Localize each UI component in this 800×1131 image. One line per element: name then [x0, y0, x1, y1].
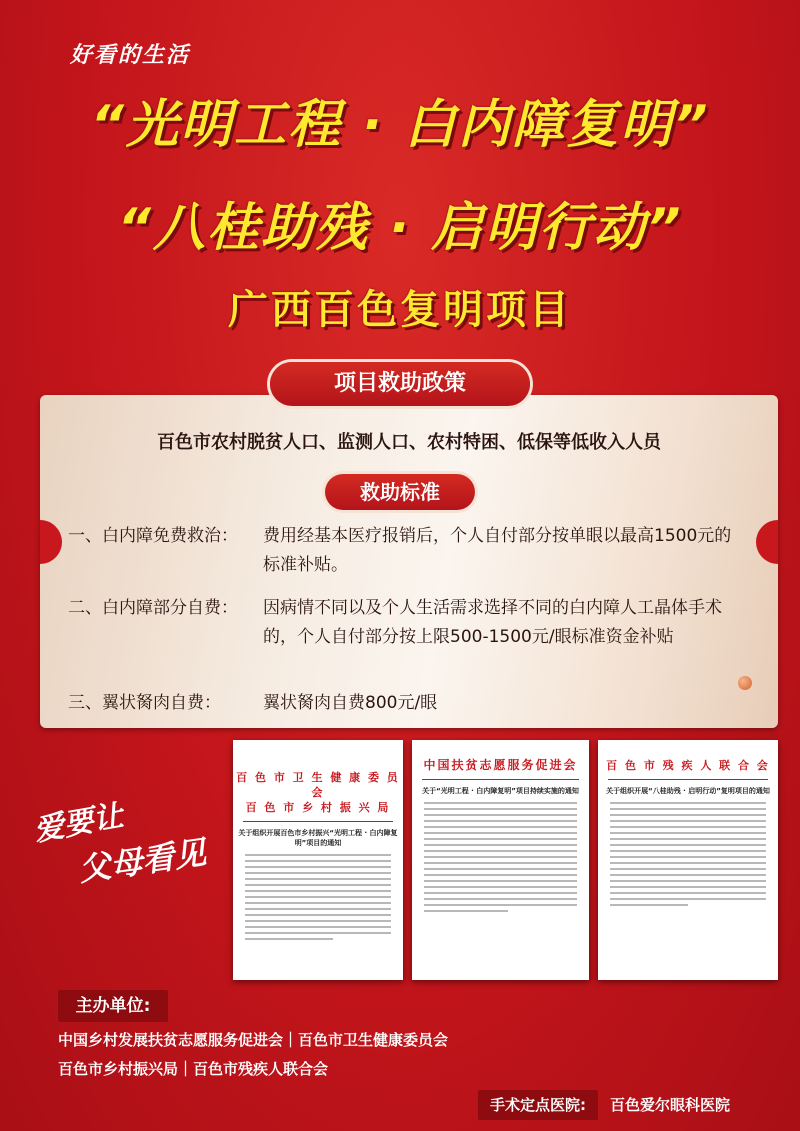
notice-document-3 [598, 740, 778, 980]
eligibility-scope: 百色市农村脱贫人口、监测人口、农村特困、低保等低收入人员 [157, 432, 661, 453]
doc-title: 关于组织开展“八桂助残 · 启明行动”复明项目的通知 [606, 787, 770, 795]
title-line-1: “光明工程 · 白内障复明” [90, 95, 710, 155]
standard-item-label: 三、翼状胬肉自费： [68, 693, 221, 713]
doc-divider [608, 779, 768, 780]
title-line-2: “八桂助残 · 启明行动” [117, 198, 683, 258]
standard-item-text: 因病情不同以及个人生活需求选择不同的白内障人工晶体手术的，个人自付部分按上限500-1500元/眼标准资金补贴 [263, 598, 722, 647]
standard-item-label: 二、白内障部分自费： [68, 598, 238, 618]
hospital-name: 百色爱尔眼科医院 [610, 1096, 731, 1114]
host-line-1: 中国乡村发展扶贫志愿服务促进会｜百色市卫生健康委员会 [58, 1031, 449, 1049]
notice-document-2 [412, 740, 589, 980]
doc-divider [422, 779, 579, 780]
doc-title: 关于“光明工程 · 白内障复明”项目持续实施的通知 [422, 787, 579, 795]
policy-heading: 项目救助政策 [270, 362, 530, 406]
tagline: 好看的生活 [70, 42, 191, 68]
doc-header: 百 色 市 卫 生 健 康 委 员 会 [236, 771, 400, 799]
doc-header: 中国扶贫志愿服务促进会 [423, 758, 578, 772]
standard-heading: 救助标准 [325, 474, 475, 510]
doc-header: 百 色 市 残 疾 人 联 合 会 [606, 759, 770, 772]
doc-divider [243, 821, 393, 822]
notice-document-1 [233, 740, 403, 980]
doc-title: 关于组织开展百色市乡村振兴“光明工程 · 白内障复明”项目的通知 [238, 829, 398, 847]
host-line-2: 百色市乡村振兴局｜百色市残疾人联合会 [58, 1060, 329, 1078]
standard-item-2 [68, 594, 768, 682]
standard-item-label: 一、白内障免费救治： [68, 526, 238, 546]
standard-item-3 [68, 689, 768, 719]
slogan-line-1: 爱要让 [31, 798, 126, 849]
host-label: 主办单位: [58, 990, 168, 1022]
title-line-3: 广西百色复明项目 [228, 287, 572, 333]
doc-body-lines [245, 854, 391, 940]
standard-item-1 [68, 522, 768, 582]
standard-item-text: 费用经基本医疗报销后，个人自付部分按单眼以最高1500元的标准补贴。 [263, 526, 732, 575]
hospital-label: 手术定点医院: [478, 1090, 598, 1120]
slogan [28, 798, 238, 908]
slogan-line-2: 父母看见 [76, 833, 209, 889]
doc-body-lines [424, 802, 577, 912]
doc-body-lines [610, 802, 766, 906]
doc-header: 百 色 市 乡 村 振 兴 局 [245, 801, 391, 814]
standard-item-text: 翼状胬肉自费800元/眼 [263, 693, 438, 713]
